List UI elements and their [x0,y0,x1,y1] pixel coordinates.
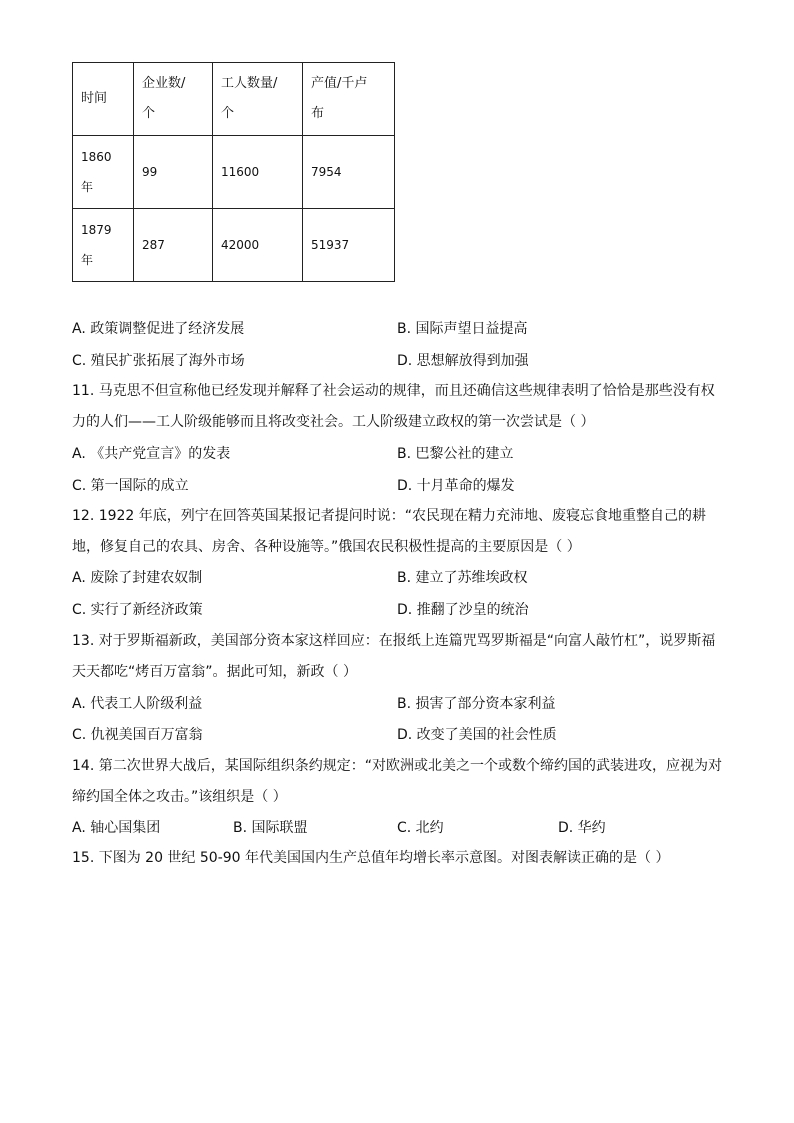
q13-option-b: B. 损害了部分资本家利益 [397,696,556,712]
q13-option-d: D. 改变了美国的社会性质 [397,727,557,743]
table-cell-year [73,209,134,282]
table-header-cell [134,63,213,136]
q10-option-d: D. 思想解放得到加强 [397,353,529,369]
table-cell: 99 [134,136,213,209]
statistics-table [72,62,395,282]
table-header-cell [73,63,134,136]
table-header-row [73,63,395,136]
q11-option-c: C. 第一国际的成立 [72,478,189,494]
table-cell-year [73,136,134,209]
header-text: 时间 [81,91,108,106]
q14-option-a: A. 轴心国集团 [72,820,161,836]
q10-option-b: B. 国际声望日益提高 [397,321,528,337]
header-text: 企业数/ [142,76,186,91]
q12-option-a: A. 废除了封建农奴制 [72,570,203,586]
q14-option-c: C. 北约 [397,820,444,836]
q10-option-a: A. 政策调整促进了经济发展 [72,321,245,337]
table-cell: 42000 [213,209,303,282]
q12-option-b: B. 建立了苏维埃政权 [397,570,528,586]
q12-stem: 12. 1922 年底，列宁在回答英国某报记者提问时说：“农民现在精力充沛地、废寝忘食地重整自己的耕地，修复自己的农具、房舍、各种设施等。”俄国农民积极性提高的主要原因是（ ） [72,508,707,555]
table-cell: 51937 [303,209,395,282]
header-text: 产值/千卢 [311,76,368,91]
table-cell: 7954 [303,136,395,209]
cell-text: 年 [81,180,94,194]
table-cell: 287 [134,209,213,282]
table-row [73,209,395,282]
q10-option-c: C. 殖民扩张拓展了海外市场 [72,353,245,369]
q11-option-a: A. 《共产党宣言》的发表 [72,446,231,462]
table-header-cell [303,63,395,136]
q15-stem: 15. 下图为 20 世纪 50-90 年代美国国内生产总值年均增长率示意图。对图表解读正确的是（ ） [72,850,670,866]
q12-option-c: C. 实行了新经济政策 [72,602,203,618]
table-cell: 11600 [213,136,303,209]
q11-option-b: B. 巴黎公社的建立 [397,446,514,462]
q13-option-c: C. 仇视美国百万富翁 [72,727,203,743]
cell-text: 1879 [81,223,112,237]
table-row [73,136,395,209]
header-text: 工人数量/ [221,76,278,91]
q14-option-d: D. 华约 [558,820,606,836]
q11-option-d: D. 十月革命的爆发 [397,478,515,494]
table-header-cell [213,63,303,136]
header-text: 个 [142,106,156,121]
q11-stem: 11. 马克思不但宣称他已经发现并解释了社会运动的规律，而且还确信这些规律表明了恰恰是那些没有权力的人们——工人阶级能够而且将改变社会。工人阶级建立政权的第一次尝试是（ ） [72,383,715,430]
header-text: 个 [221,106,235,121]
cell-text: 1860 [81,150,112,164]
q12-option-d: D. 推翻了沙皇的统治 [397,602,529,618]
q14-stem: 14. 第二次世界大战后，某国际组织条约规定：“对欧洲或北美之一个或数个缔约国的武装进攻，应视为对缔约国全体之攻击。”该组织是（ ） [72,758,722,805]
q13-option-a: A. 代表工人阶级利益 [72,696,203,712]
q14-option-b: B. 国际联盟 [233,820,308,836]
cell-text: 年 [81,253,94,267]
q13-stem: 13. 对于罗斯福新政，美国部分资本家这样回应：在报纸上连篇咒骂罗斯福是“向富人敲竹杠”，说罗斯福天天都吃“烤百万富翁”。据此可知，新政（ ） [72,633,716,680]
header-text: 布 [311,106,325,121]
